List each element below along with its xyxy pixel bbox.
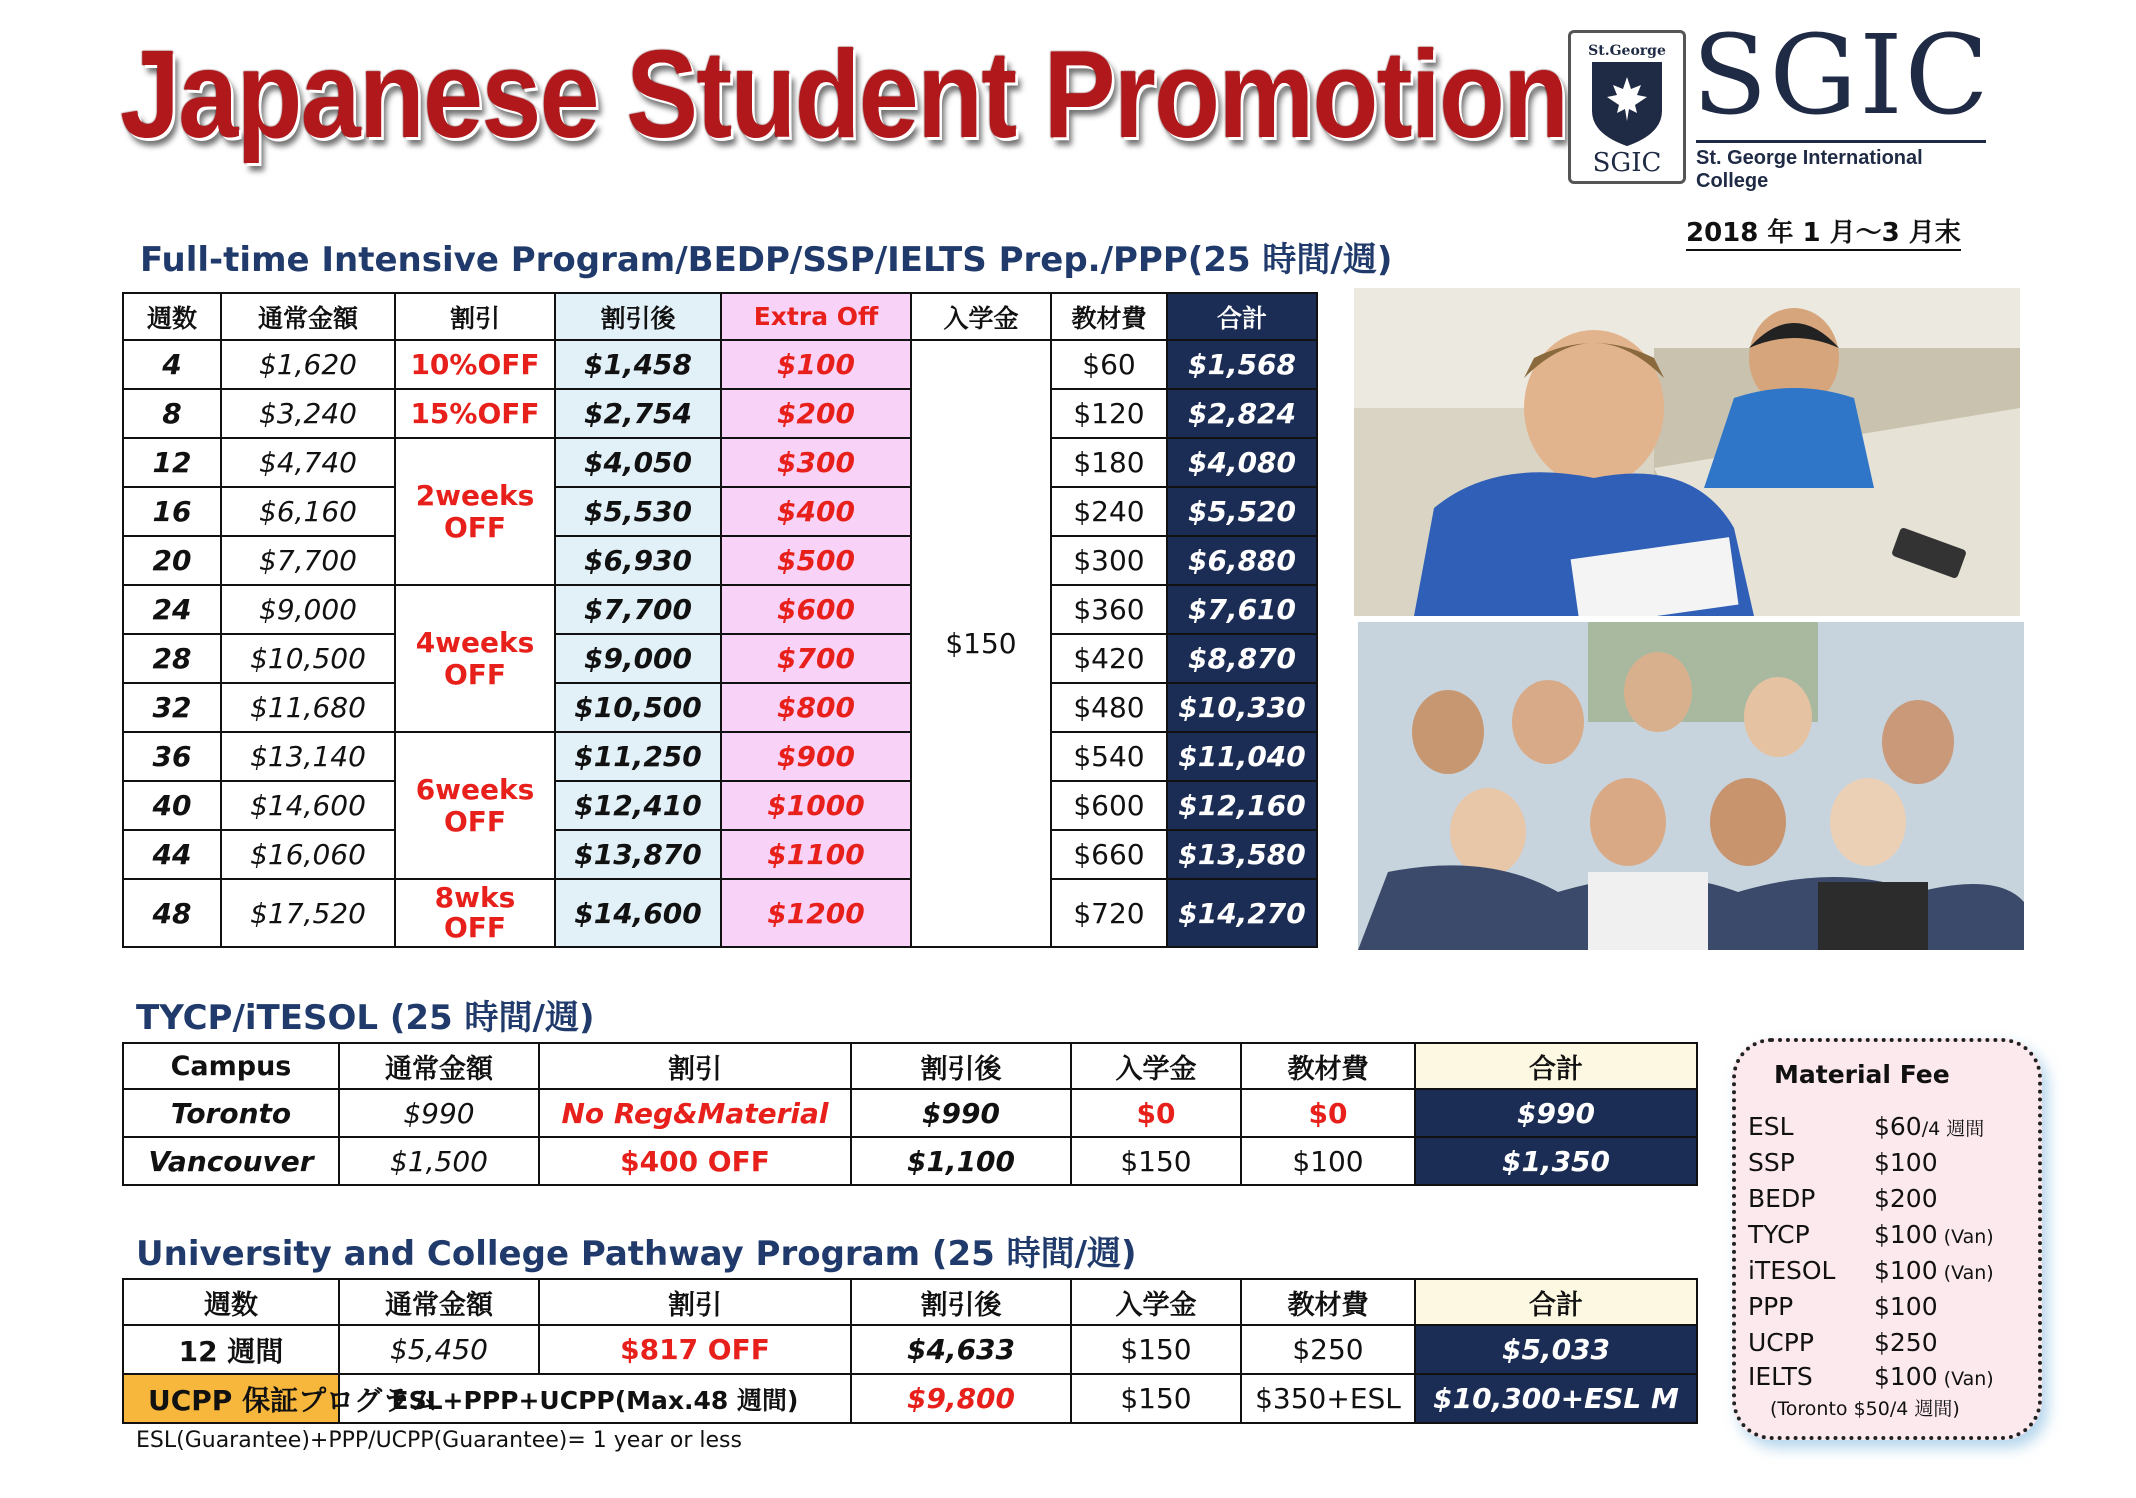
table-row: [123, 634, 1317, 683]
material-item-name: ESL: [1748, 1112, 1794, 1141]
discount-cell: $400 OFF: [539, 1137, 851, 1185]
table-row: [123, 536, 1317, 585]
extra-off-cell: $1000: [721, 781, 911, 830]
material-fee-cell: $350+ESL: [1241, 1374, 1415, 1423]
enrollment-fee-cell: $150: [1071, 1325, 1241, 1374]
program-description-cell: ESL+PPP+UCPP(Max.48 週間): [339, 1374, 851, 1423]
header-material: 教材費: [1051, 293, 1167, 340]
section3-title: University and College Pathway Program (25 時間/週): [136, 1234, 1137, 1274]
after-discount-cell: $9,000: [555, 634, 721, 683]
total-cell: $2,824: [1167, 389, 1317, 438]
material-fee-cell: $120: [1051, 389, 1167, 438]
material-fee-cell: $360: [1051, 585, 1167, 634]
discount-cell: $817 OFF: [539, 1325, 851, 1374]
table-row: [123, 1089, 1697, 1137]
header-regular: 通常金額: [339, 1043, 539, 1089]
weeks-cell: 28: [123, 634, 221, 683]
school-crest-logo: [1568, 30, 1686, 184]
enrollment-fee-cell: $150: [1071, 1374, 1241, 1423]
extra-off-cell: $800: [721, 683, 911, 732]
header-extra-off: Extra Off: [721, 293, 911, 340]
material-item-name: TYCP: [1748, 1220, 1810, 1249]
regular-price-cell: $990: [339, 1089, 539, 1137]
material-item-value: $100 (Van): [1874, 1362, 1994, 1391]
campus-cell: Vancouver: [123, 1137, 339, 1185]
weeks-cell: 48: [123, 879, 221, 947]
total-cell: $13,580: [1167, 830, 1317, 879]
extra-off-cell: $300: [721, 438, 911, 487]
extra-off-cell: $1200: [721, 879, 911, 947]
material-item-name: IELTS: [1748, 1362, 1813, 1391]
material-fee-title: Material Fee: [1774, 1060, 1950, 1089]
enrollment-fee-cell: $150: [911, 340, 1051, 947]
header-campus: Campus: [123, 1043, 339, 1089]
logo-subtitle: St. George International College: [1696, 140, 1986, 193]
table-row: [123, 683, 1317, 732]
material-item-value: $60/4 週間: [1874, 1112, 1985, 1141]
regular-price-cell: $13,140: [221, 732, 395, 781]
weeks-cell: 32: [123, 683, 221, 732]
extra-off-cell: $100: [721, 340, 911, 389]
crest-top-text: St.George: [1588, 43, 1666, 59]
section2-title: TYCP/iTESOL (25 時間/週): [136, 998, 595, 1038]
material-item-value: $250: [1874, 1328, 1938, 1357]
material-fee-cell: $100: [1241, 1137, 1415, 1185]
weeks-cell: 40: [123, 781, 221, 830]
weeks-cell: 12 週間: [123, 1325, 339, 1374]
extra-off-cell: $600: [721, 585, 911, 634]
section1-title: Full-time Intensive Program/BEDP/SSP/IELTS Prep./PPP(25 時間/週): [140, 240, 1393, 280]
regular-price-cell: $16,060: [221, 830, 395, 879]
total-cell: $6,880: [1167, 536, 1317, 585]
promotion-date-range: 2018 年 1 月～3 月末: [1686, 212, 1961, 251]
material-toronto-note: (Toronto $50/4 週間): [1770, 1398, 1960, 1420]
material-item-value: $100: [1874, 1148, 1938, 1177]
after-discount-cell: $10,500: [555, 683, 721, 732]
header-weeks: 週数: [123, 1279, 339, 1325]
header-after-discount: 割引後: [555, 293, 721, 340]
after-discount-cell: $13,870: [555, 830, 721, 879]
discount-cell: 2weeks OFF: [395, 438, 555, 585]
total-cell: $5,520: [1167, 487, 1317, 536]
header-after-discount: 割引後: [851, 1279, 1071, 1325]
weeks-cell: 24: [123, 585, 221, 634]
header-material: 教材費: [1241, 1279, 1415, 1325]
regular-price-cell: $7,700: [221, 536, 395, 585]
table-row: [123, 1137, 1697, 1185]
table-row: [123, 1325, 1697, 1374]
total-cell: $990: [1415, 1089, 1697, 1137]
extra-off-cell: $700: [721, 634, 911, 683]
regular-price-cell: $10,500: [221, 634, 395, 683]
discount-cell: 6weeks OFF: [395, 732, 555, 879]
after-discount-cell: $6,930: [555, 536, 721, 585]
header-enrollment: 入学金: [1071, 1279, 1241, 1325]
material-fee-cell: $180: [1051, 438, 1167, 487]
material-item-value: $100 (Van): [1874, 1256, 1994, 1285]
after-discount-cell: $9,800: [851, 1374, 1071, 1423]
material-item-value: $100 (Van): [1874, 1220, 1994, 1249]
regular-price-cell: $14,600: [221, 781, 395, 830]
after-discount-cell: $11,250: [555, 732, 721, 781]
total-cell: $5,033: [1415, 1325, 1697, 1374]
weeks-cell: 20: [123, 536, 221, 585]
header-discount: 割引: [395, 293, 555, 340]
discount-cell: No Reg&Material: [539, 1089, 851, 1137]
tycp-itesol-table: [122, 1042, 1698, 1186]
classroom-photo: [1354, 288, 2020, 616]
material-fee-cell: $240: [1051, 487, 1167, 536]
fulltime-price-table: [122, 292, 1318, 948]
material-fee-cell: $480: [1051, 683, 1167, 732]
table-row: [123, 389, 1317, 438]
header-total: 合計: [1167, 293, 1317, 340]
header-weeks: 週数: [123, 293, 221, 340]
header-total: 合計: [1415, 1279, 1697, 1325]
after-discount-cell: $1,458: [555, 340, 721, 389]
table-row: [123, 438, 1317, 487]
after-discount-cell: $7,700: [555, 585, 721, 634]
header-total: 合計: [1415, 1043, 1697, 1089]
after-discount-cell: $990: [851, 1089, 1071, 1137]
header-discount: 割引: [539, 1043, 851, 1089]
regular-price-cell: $1,620: [221, 340, 395, 389]
crest-bottom-text: SGIC: [1592, 148, 1662, 178]
total-cell: $1,350: [1415, 1137, 1697, 1185]
table-row: [123, 830, 1317, 879]
enrollment-fee-cell: $150: [1071, 1137, 1241, 1185]
extra-off-cell: $200: [721, 389, 911, 438]
group-students-photo: [1358, 622, 2024, 950]
weeks-cell: 36: [123, 732, 221, 781]
weeks-cell: 12: [123, 438, 221, 487]
regular-price-cell: $5,450: [339, 1325, 539, 1374]
after-discount-cell: $2,754: [555, 389, 721, 438]
total-cell: $12,160: [1167, 781, 1317, 830]
enrollment-fee-cell: $0: [1071, 1089, 1241, 1137]
discount-cell: 8wks OFF: [395, 879, 555, 947]
table-row: [123, 781, 1317, 830]
total-cell: $10,330: [1167, 683, 1317, 732]
regular-price-cell: $17,520: [221, 879, 395, 947]
material-fee-cell: $250: [1241, 1325, 1415, 1374]
weeks-cell: 16: [123, 487, 221, 536]
regular-price-cell: $9,000: [221, 585, 395, 634]
regular-price-cell: $6,160: [221, 487, 395, 536]
material-fee-cell: $300: [1051, 536, 1167, 585]
after-discount-cell: $5,530: [555, 487, 721, 536]
table-header-row: [123, 293, 1317, 340]
total-cell: $10,300+ESL M: [1415, 1374, 1697, 1423]
material-fee-cell: $600: [1051, 781, 1167, 830]
header-enrollment: 入学金: [911, 293, 1051, 340]
header-enrollment: 入学金: [1071, 1043, 1241, 1089]
material-fee-cell: $420: [1051, 634, 1167, 683]
material-fee-cell: $60: [1051, 340, 1167, 389]
regular-price-cell: $3,240: [221, 389, 395, 438]
regular-price-cell: $1,500: [339, 1137, 539, 1185]
after-discount-cell: $12,410: [555, 781, 721, 830]
extra-off-cell: $400: [721, 487, 911, 536]
header-material: 教材費: [1241, 1043, 1415, 1089]
header-after-discount: 割引後: [851, 1043, 1071, 1089]
material-item-name: iTESOL: [1748, 1256, 1836, 1285]
material-fee-cell: $0: [1241, 1089, 1415, 1137]
table-row: [123, 340, 1317, 389]
header-regular: 通常金額: [221, 293, 395, 340]
table-row: [123, 879, 1317, 947]
page-title: Japanese Student Promotion: [120, 26, 1568, 164]
material-item-name: BEDP: [1748, 1184, 1816, 1213]
material-fee-cell: $720: [1051, 879, 1167, 947]
extra-off-cell: $500: [721, 536, 911, 585]
extra-off-cell: $1100: [721, 830, 911, 879]
after-discount-cell: $1,100: [851, 1137, 1071, 1185]
regular-price-cell: $4,740: [221, 438, 395, 487]
campus-cell: Toronto: [123, 1089, 339, 1137]
table-row: [123, 585, 1317, 634]
total-cell: $1,568: [1167, 340, 1317, 389]
material-item-value: $200: [1874, 1184, 1938, 1213]
header-regular: 通常金額: [339, 1279, 539, 1325]
material-item-name: PPP: [1748, 1292, 1794, 1321]
header-discount: 割引: [539, 1279, 851, 1325]
weeks-cell: 8: [123, 389, 221, 438]
ucpp-guarantee-label: UCPP 保証プログラム: [123, 1374, 339, 1423]
after-discount-cell: $14,600: [555, 879, 721, 947]
material-item-value: $100: [1874, 1292, 1938, 1321]
extra-off-cell: $900: [721, 732, 911, 781]
weeks-cell: 44: [123, 830, 221, 879]
logo-wordmark: SGIC: [1692, 11, 1991, 139]
table-row: [123, 1374, 1697, 1423]
after-discount-cell: $4,633: [851, 1325, 1071, 1374]
total-cell: $11,040: [1167, 732, 1317, 781]
material-fee-cell: $660: [1051, 830, 1167, 879]
total-cell: $7,610: [1167, 585, 1317, 634]
pathway-program-table: [122, 1278, 1698, 1424]
discount-cell: 4weeks OFF: [395, 585, 555, 732]
discount-cell: 15%OFF: [395, 389, 555, 438]
after-discount-cell: $4,050: [555, 438, 721, 487]
table-header-row: [123, 1043, 1697, 1089]
material-item-name: UCPP: [1748, 1328, 1814, 1357]
weeks-cell: 4: [123, 340, 221, 389]
total-cell: $8,870: [1167, 634, 1317, 683]
total-cell: $14,270: [1167, 879, 1317, 947]
pathway-footnote: ESL(Guarantee)+PPP/UCPP(Guarantee)= 1 year or less: [136, 1428, 742, 1453]
table-row: [123, 487, 1317, 536]
discount-cell: 10%OFF: [395, 340, 555, 389]
material-fee-cell: $540: [1051, 732, 1167, 781]
table-row: [123, 732, 1317, 781]
regular-price-cell: $11,680: [221, 683, 395, 732]
table-header-row: [123, 1279, 1697, 1325]
material-item-name: SSP: [1748, 1148, 1795, 1177]
total-cell: $4,080: [1167, 438, 1317, 487]
